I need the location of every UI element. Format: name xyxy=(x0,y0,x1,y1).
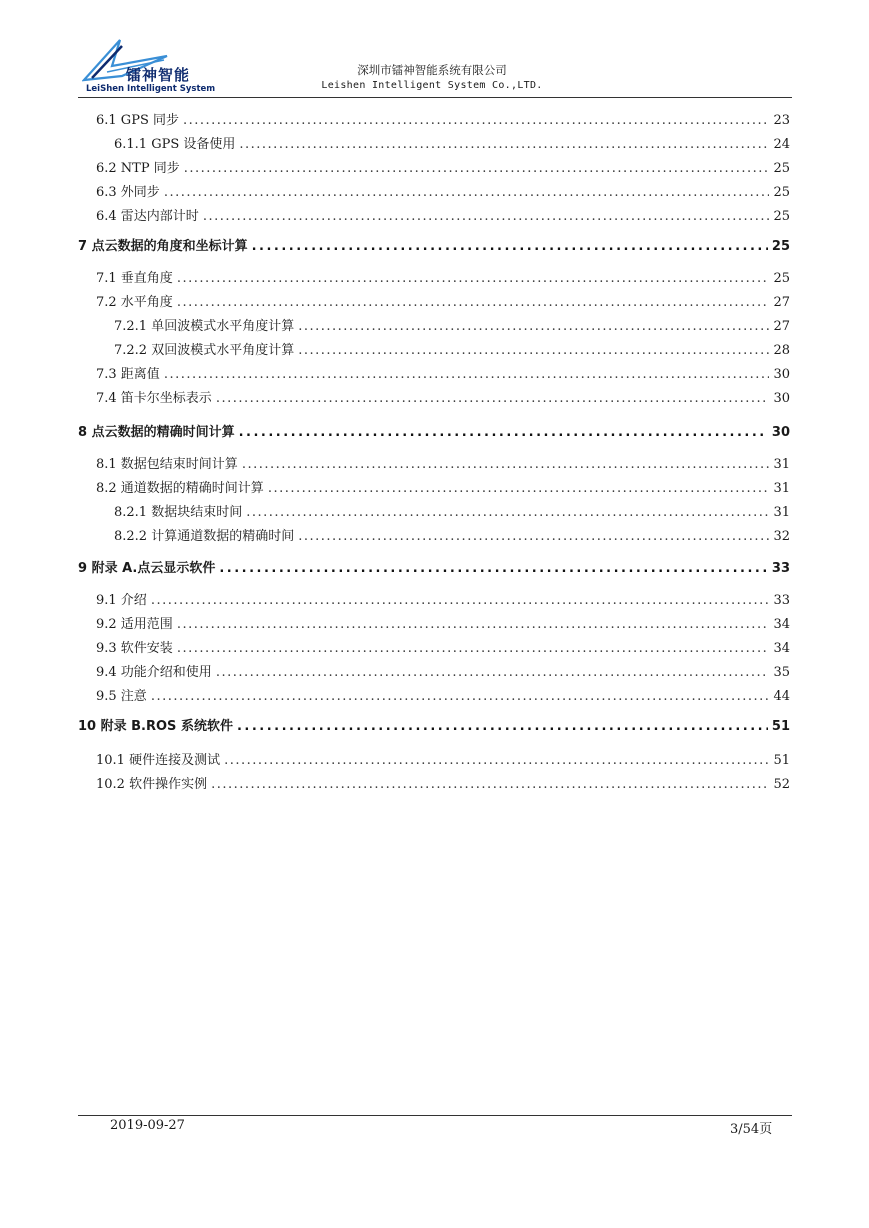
toc-leader-dots xyxy=(246,505,769,520)
toc-entry-title: 8.1 数据包结束时间计算 xyxy=(96,457,238,472)
toc-entry[interactable] xyxy=(78,421,790,440)
toc-entry-page: 25 xyxy=(771,239,790,254)
toc-entry-page: 24 xyxy=(773,137,790,152)
toc-entry-title: 8.2 通道数据的精确时间计算 xyxy=(96,481,264,496)
toc-leader-dots xyxy=(203,209,770,224)
toc-entry[interactable] xyxy=(114,315,790,334)
toc-entry[interactable] xyxy=(96,637,790,656)
toc-entry[interactable] xyxy=(96,291,790,310)
toc-entry-page: 25 xyxy=(773,185,790,200)
toc-entry-page: 30 xyxy=(773,391,790,406)
footer-divider xyxy=(78,1115,792,1116)
toc-entry-title: 8.2.2 计算通道数据的精确时间 xyxy=(114,529,295,544)
toc-leader-dots xyxy=(298,529,769,544)
toc-entry-page: 25 xyxy=(773,271,790,286)
toc-entry[interactable] xyxy=(96,773,790,792)
toc-entry-title: 6.4 雷达内部计时 xyxy=(96,209,199,224)
company-name-en: Leishen Intelligent System Co.,LTD. xyxy=(321,80,543,91)
toc-entry[interactable] xyxy=(96,109,790,128)
toc-entry-title: 7.3 距离值 xyxy=(96,367,160,382)
toc-entry-page: 51 xyxy=(773,753,790,768)
toc-entry[interactable] xyxy=(96,477,790,496)
page-header xyxy=(78,36,792,98)
toc-entry-page: 34 xyxy=(773,641,790,656)
company-name-cn: 深圳市镭神智能系统有限公司 xyxy=(357,63,507,77)
toc-entry-page: 30 xyxy=(773,367,790,382)
toc-leader-dots xyxy=(177,641,770,656)
toc-entry-title: 9.4 功能介绍和使用 xyxy=(96,665,212,680)
toc-entry-page: 33 xyxy=(773,593,790,608)
logo-en-text: LeiShen Intelligent System xyxy=(86,84,216,94)
toc-entry[interactable] xyxy=(96,267,790,286)
toc-entry-page: 27 xyxy=(773,295,790,310)
toc-entry[interactable] xyxy=(96,685,790,704)
toc-entry[interactable] xyxy=(96,363,790,382)
toc-leader-dots xyxy=(216,665,770,680)
toc-entry-title: 7.2.2 双回波模式水平角度计算 xyxy=(114,343,295,358)
toc-leader-dots xyxy=(224,753,769,768)
toc-leader-dots xyxy=(219,561,768,576)
toc-entry-page: 27 xyxy=(773,319,790,334)
toc-entry[interactable] xyxy=(114,501,790,520)
toc-entry-page: 31 xyxy=(773,457,790,472)
toc-leader-dots xyxy=(268,481,770,496)
toc-entry-title: 9.2 适用范围 xyxy=(96,617,173,632)
toc-entry[interactable] xyxy=(96,453,790,472)
toc-entry-title: 10.1 硬件连接及测试 xyxy=(96,753,221,768)
toc-entry-page: 31 xyxy=(773,481,790,496)
toc-leader-dots xyxy=(177,271,770,286)
toc-entry-title: 10.2 软件操作实例 xyxy=(96,777,208,792)
toc-entry[interactable] xyxy=(96,387,790,406)
company-logo xyxy=(82,36,242,96)
toc-leader-dots xyxy=(237,719,768,734)
toc-entry[interactable] xyxy=(96,613,790,632)
toc-entry-title: 9.3 软件安装 xyxy=(96,641,173,656)
toc-leader-dots xyxy=(151,593,770,608)
toc-entry-page: 28 xyxy=(773,343,790,358)
toc-leader-dots xyxy=(151,689,770,704)
toc-entry[interactable] xyxy=(78,715,790,734)
toc-entry[interactable] xyxy=(96,661,790,680)
toc-leader-dots xyxy=(164,367,770,382)
toc-entry-title: 6.3 外同步 xyxy=(96,185,160,200)
toc-entry-title: 10 附录 B.ROS 系统软件 xyxy=(78,719,233,734)
toc-entry[interactable] xyxy=(96,205,790,224)
toc-entry-page: 51 xyxy=(771,719,790,734)
toc-leader-dots xyxy=(184,161,770,176)
toc-entry-title: 6.1 GPS 同步 xyxy=(96,113,179,128)
toc-leader-dots xyxy=(183,113,769,128)
toc-entry[interactable] xyxy=(114,525,790,544)
toc-entry[interactable] xyxy=(96,749,790,768)
toc-entry[interactable] xyxy=(96,181,790,200)
toc-entry-page: 23 xyxy=(773,113,790,128)
toc-entry-title: 6.2 NTP 同步 xyxy=(96,161,180,176)
toc-leader-dots xyxy=(177,295,770,310)
toc-entry-page: 35 xyxy=(773,665,790,680)
toc-entry-page: 52 xyxy=(773,777,790,792)
toc-entry[interactable] xyxy=(78,557,790,576)
toc-leader-dots xyxy=(216,391,770,406)
toc-entry-title: 8 点云数据的精确时间计算 xyxy=(78,425,235,440)
toc-entry-title: 7.2 水平角度 xyxy=(96,295,173,310)
toc-leader-dots xyxy=(298,319,769,334)
toc-entry-page: 30 xyxy=(771,425,790,440)
toc-entry-title: 7.1 垂直角度 xyxy=(96,271,173,286)
toc-entry-title: 7.2.1 单回波模式水平角度计算 xyxy=(114,319,295,334)
toc-entry-title: 7 点云数据的角度和坐标计算 xyxy=(78,239,248,254)
toc-leader-dots xyxy=(242,457,770,472)
toc-entry-page: 34 xyxy=(773,617,790,632)
toc-entry-title: 9.1 介绍 xyxy=(96,593,147,608)
toc-leader-dots xyxy=(298,343,769,358)
toc-entry-title: 6.1.1 GPS 设备使用 xyxy=(114,137,236,152)
toc-leader-dots xyxy=(239,137,769,152)
toc-entry-title: 9.5 注意 xyxy=(96,689,147,704)
toc-entry[interactable] xyxy=(78,235,790,254)
toc-leader-dots xyxy=(177,617,770,632)
footer-page-number: 3/54页 xyxy=(730,1122,773,1137)
company-name xyxy=(312,62,552,94)
toc-entry-page: 44 xyxy=(773,689,790,704)
toc-entry-page: 31 xyxy=(773,505,790,520)
toc-entry-page: 25 xyxy=(773,209,790,224)
toc-entry-page: 33 xyxy=(771,561,790,576)
toc-entry[interactable] xyxy=(114,133,790,152)
toc-entry-page: 25 xyxy=(773,161,790,176)
toc-entry[interactable] xyxy=(96,157,790,176)
logo-cn-text: 镭神智能 xyxy=(126,66,191,84)
toc-entry-title: 9 附录 A.点云显示软件 xyxy=(78,561,216,576)
toc-entry[interactable] xyxy=(114,339,790,358)
toc-entry[interactable] xyxy=(96,589,790,608)
toc-entry-title: 7.4 笛卡尔坐标表示 xyxy=(96,391,212,406)
toc-leader-dots xyxy=(252,239,768,254)
header-divider xyxy=(78,97,792,98)
toc-entry-title: 8.2.1 数据块结束时间 xyxy=(114,505,243,520)
toc-entry-page: 32 xyxy=(773,529,790,544)
toc-leader-dots xyxy=(164,185,770,200)
toc-leader-dots xyxy=(211,777,769,792)
footer-date: 2019-09-27 xyxy=(110,1118,185,1133)
toc-leader-dots xyxy=(239,425,768,440)
